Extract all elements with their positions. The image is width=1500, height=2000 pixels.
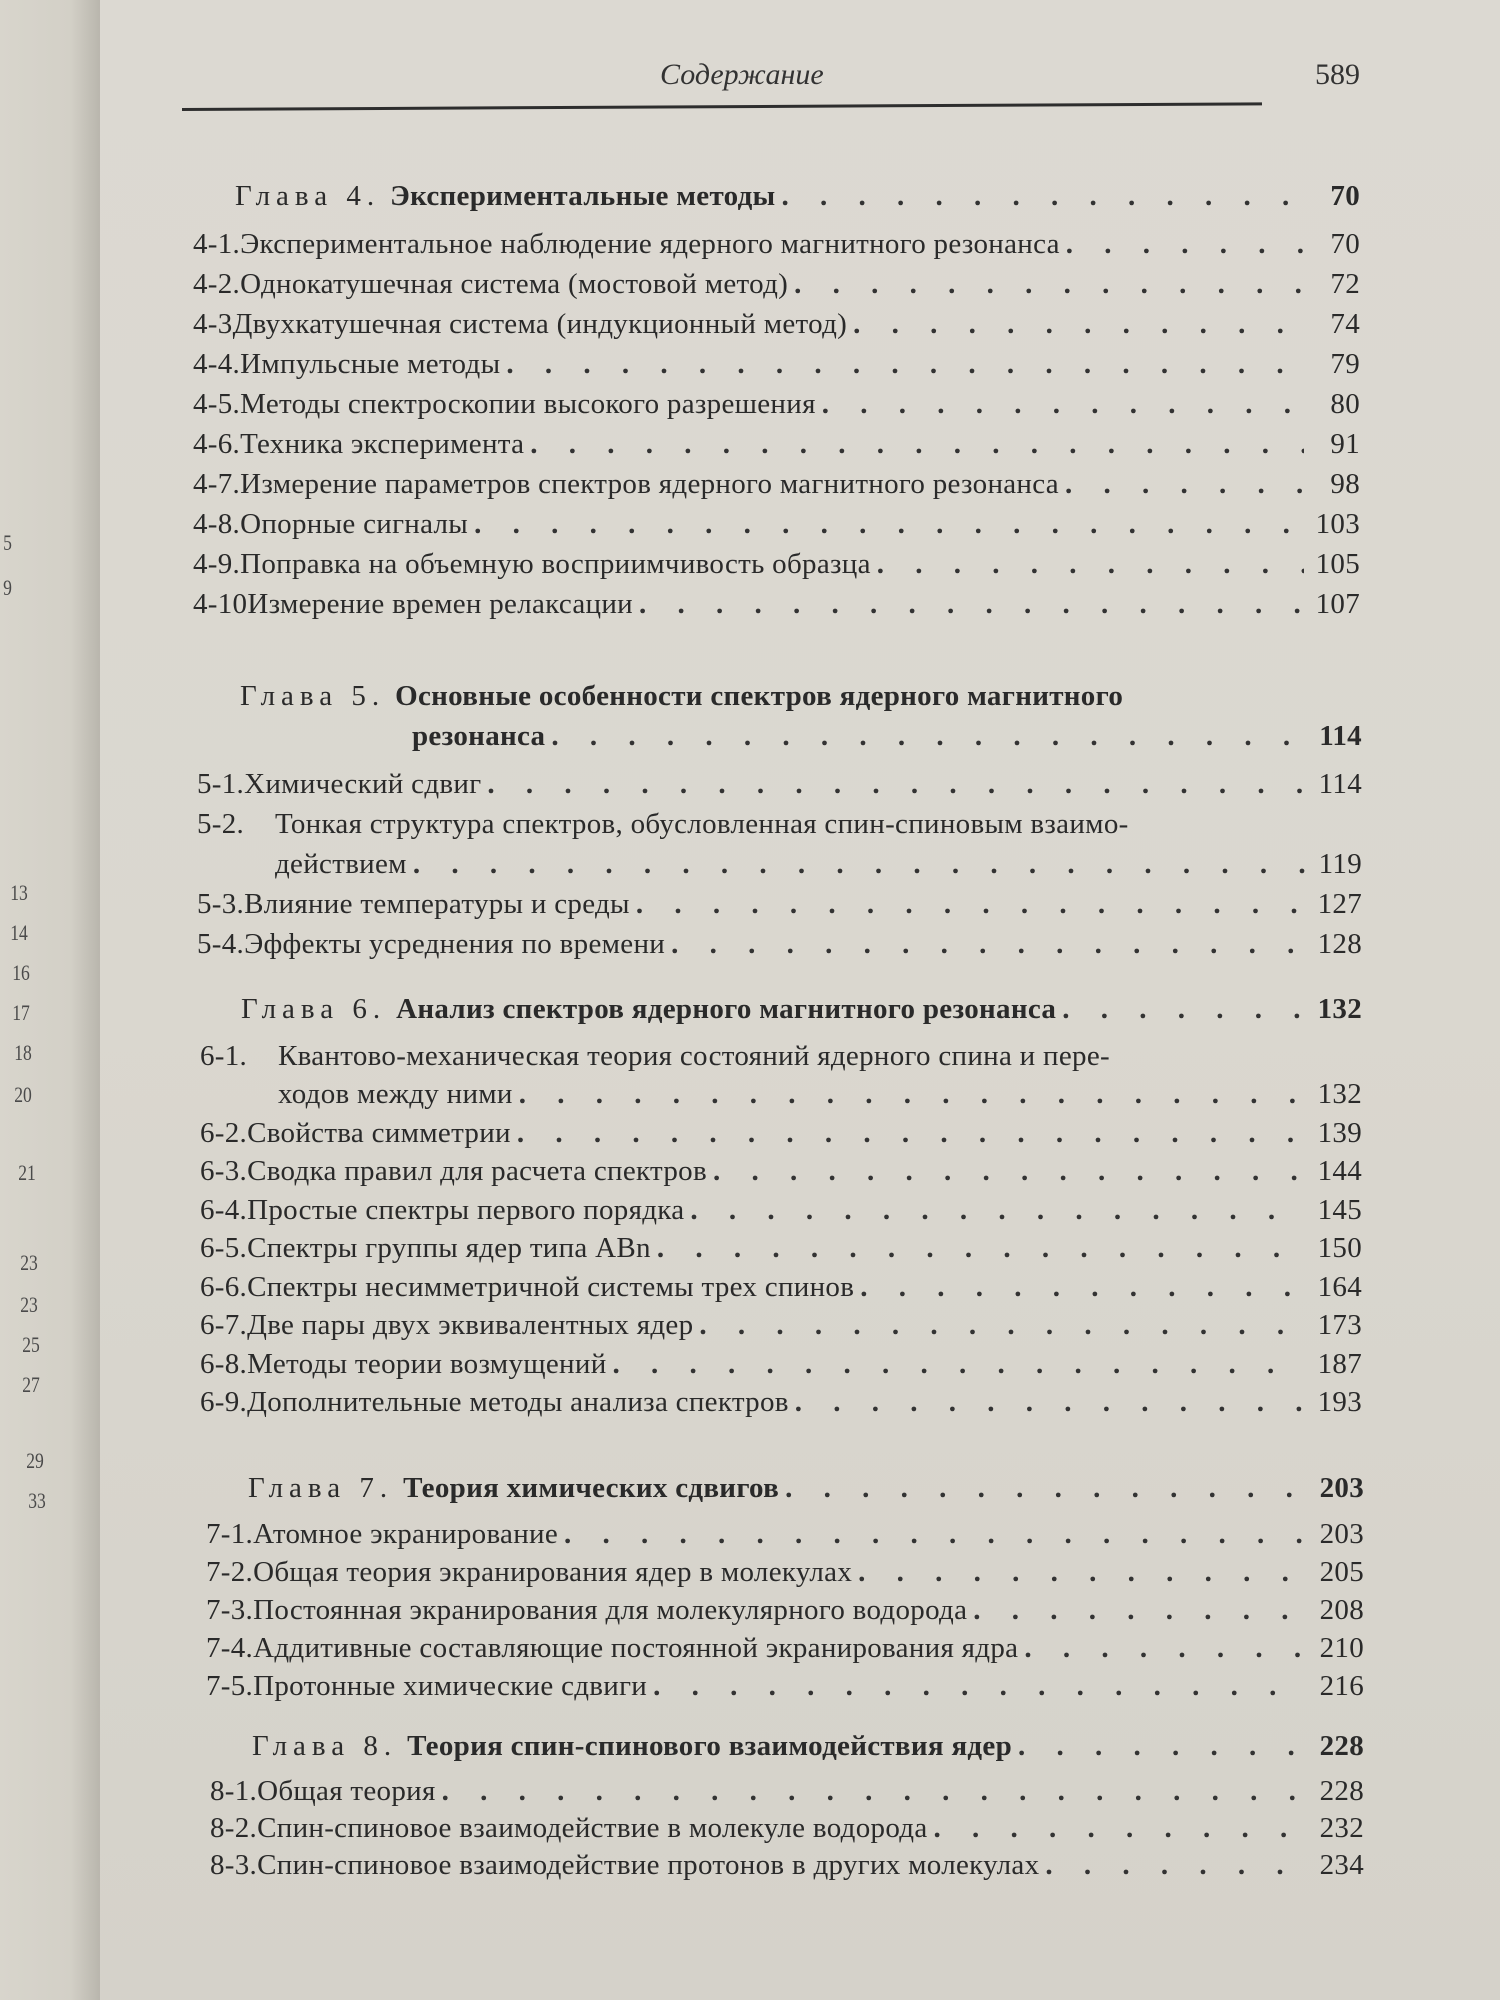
section-page: 127	[1317, 888, 1362, 920]
section-title: Свойства симметрии	[247, 1116, 511, 1149]
facing-page-number: 23	[20, 1250, 38, 1275]
dot-leader	[517, 1117, 1306, 1150]
chapter-label: Глава 4.	[235, 180, 381, 212]
section-page: 210	[1319, 1632, 1364, 1664]
dot-leader	[934, 1812, 1308, 1845]
section-title: Техника эксперимента	[240, 428, 525, 460]
section-page: 107	[1315, 588, 1360, 620]
section-page: 228	[1319, 1775, 1364, 1807]
section-number: 4-3	[193, 308, 233, 340]
section-title: Протонные химические сдвиги	[253, 1670, 648, 1702]
dot-leader	[671, 928, 1306, 961]
dot-leader	[877, 548, 1304, 581]
toc-entry	[210, 1812, 1364, 1845]
section-number: 5-4.	[197, 928, 245, 960]
dot-leader	[487, 768, 1306, 801]
facing-page-number: 9	[3, 575, 12, 600]
section-page: 128	[1317, 928, 1362, 960]
section-title: Постоянная экранирования для молекулярного водорода	[253, 1594, 968, 1626]
dot-leader	[858, 1556, 1308, 1589]
dot-leader	[653, 1670, 1308, 1703]
dot-leader	[519, 1078, 1306, 1111]
section-title: Простые спектры первого порядка	[247, 1193, 685, 1226]
toc-entry	[197, 768, 1362, 801]
toc-entry	[210, 1849, 1364, 1882]
section-title: Общая теория экранирования ядер в молекулах	[253, 1556, 853, 1588]
section-title: Спин-спиновое взаимодействие в молекуле водорода	[257, 1812, 928, 1844]
section-page: 216	[1319, 1670, 1364, 1702]
toc-entry	[200, 1271, 1362, 1304]
toc-entry	[193, 428, 1360, 461]
section-title: Экспериментальное наблюдение ядерного магнитного резонанса	[240, 228, 1060, 260]
section-page: 145	[1317, 1193, 1362, 1226]
chapter-title: Анализ спектров ядерного магнитного резонанса	[396, 993, 1057, 1025]
toc-entry	[200, 1309, 1362, 1342]
toc-entry	[210, 1775, 1364, 1808]
section-title: Методы спектроскопии высокого разрешения	[240, 388, 816, 420]
section-number: 8-3.	[210, 1849, 258, 1881]
section-page: 74	[1330, 308, 1360, 340]
toc-entry	[206, 1556, 1364, 1589]
chapter-heading	[252, 1730, 1364, 1763]
facing-page-number: 21	[18, 1160, 36, 1185]
dot-leader	[860, 1271, 1306, 1304]
section-number: 7-1.	[206, 1518, 254, 1550]
section-page: 187	[1317, 1347, 1362, 1380]
section-number: 4-10	[193, 588, 248, 620]
chapter-label: Глава 7.	[248, 1472, 394, 1504]
toc-entry	[200, 1348, 1362, 1381]
section-page: 205	[1319, 1556, 1364, 1588]
section-title: Тонкая структура спектров, обусловленная спин-спиновым взаимо-	[275, 808, 1129, 840]
toc-entry	[200, 1155, 1362, 1188]
dot-leader	[822, 388, 1304, 421]
section-number: 7-5.	[206, 1670, 254, 1702]
section-number: 7-3.	[206, 1594, 254, 1626]
section-page: 103	[1315, 508, 1360, 540]
section-page: 193	[1317, 1386, 1362, 1418]
page-number: 589	[1315, 58, 1360, 91]
section-title: Импульсные методы	[240, 348, 501, 380]
dot-leader	[639, 588, 1304, 621]
section-title: Однокатушечная система (мостовой метод)	[240, 268, 789, 300]
chapter-page: 228	[1319, 1730, 1364, 1762]
dot-leader	[794, 268, 1304, 301]
facing-page-number: 20	[14, 1082, 32, 1107]
section-title: Квантово-механическая теория состояний ядерного спина и пере-	[278, 1039, 1110, 1072]
section-page: 173	[1317, 1309, 1362, 1341]
section-number: 4-8.	[193, 508, 241, 540]
chapter-title: Теория химических сдвигов	[403, 1472, 780, 1504]
toc-entry	[200, 1117, 1362, 1150]
section-page: 234	[1319, 1849, 1364, 1881]
section-number: 6-3.	[200, 1155, 248, 1187]
section-page: 70	[1330, 228, 1360, 260]
section-number: 6-2.	[200, 1116, 248, 1149]
toc-entry	[193, 308, 1360, 341]
section-title: Атомное экранирование	[253, 1518, 559, 1550]
header-rule	[182, 102, 1262, 111]
section-title-cont: действием	[275, 848, 407, 880]
section-number: 6-4.	[200, 1193, 248, 1226]
toc-entry	[193, 388, 1360, 421]
facing-page-number: 16	[12, 960, 30, 985]
section-number: 4-4.	[193, 348, 241, 380]
running-title: Содержание	[660, 58, 824, 91]
dot-leader	[699, 1309, 1306, 1342]
section-page: 150	[1317, 1232, 1362, 1264]
chapter-title: Основные особенности спектров ядерного магнитного	[395, 680, 1124, 712]
toc-entry	[193, 228, 1360, 261]
section-title: Аддитивные составляющие постоянной экранирования ядра	[253, 1632, 1019, 1664]
section-title: Измерение параметров спектров ядерного магнитного резонанса	[240, 468, 1059, 500]
dot-leader	[657, 1232, 1306, 1265]
dot-leader	[713, 1155, 1306, 1188]
section-title: Двухкатушечная система (индукционный метод)	[232, 308, 848, 340]
chapter-title: Экспериментальные методы	[390, 180, 776, 212]
chapter-heading-cont	[412, 720, 1362, 753]
chapter-label: Глава 5.	[240, 680, 386, 712]
dot-leader	[413, 848, 1306, 881]
section-page: 105	[1315, 548, 1360, 580]
section-title: Спин-спиновое взаимодействие протонов в других молекулах	[257, 1849, 1040, 1881]
section-title: Методы теории возмущений	[247, 1347, 607, 1380]
dot-leader	[1024, 1632, 1308, 1665]
chapter-heading	[235, 180, 1360, 213]
dot-leader	[1018, 1730, 1308, 1763]
facing-page-number: 18	[14, 1040, 32, 1065]
toc-entry	[193, 268, 1360, 301]
toc-entry	[200, 1194, 1362, 1227]
chapter-heading	[241, 993, 1362, 1026]
section-number: 4-1.	[193, 228, 241, 260]
section-page: 72	[1330, 268, 1360, 300]
facing-page-number: 13	[10, 880, 28, 905]
dot-leader	[474, 508, 1304, 541]
section-number: 8-2.	[210, 1812, 258, 1844]
facing-page-number: 33	[28, 1488, 46, 1513]
section-number: 4-6.	[193, 428, 241, 460]
section-title: Дополнительные методы анализа спектров	[247, 1386, 789, 1418]
section-title: Эффекты усреднения по времени	[244, 928, 666, 960]
section-number: 6-9.	[200, 1386, 248, 1418]
section-page: 232	[1319, 1812, 1364, 1844]
section-page: 80	[1330, 388, 1360, 420]
toc-entry	[200, 1232, 1362, 1265]
section-number: 6-1.	[200, 1039, 248, 1072]
facing-page-number: 23	[20, 1292, 38, 1317]
toc-entry	[197, 888, 1362, 921]
dot-leader	[1045, 1849, 1308, 1882]
section-title: Две пары двух эквивалентных ядер	[247, 1309, 694, 1341]
section-title: Спектры группы ядер типа ABn	[247, 1232, 651, 1264]
facing-page-number: 25	[22, 1332, 40, 1357]
section-number: 5-1.	[197, 768, 245, 800]
dot-leader	[506, 348, 1304, 381]
facing-page-number: 17	[12, 1000, 30, 1025]
section-page: 139	[1317, 1116, 1362, 1149]
toc-entry	[206, 1594, 1364, 1627]
facing-page	[0, 0, 100, 2000]
section-number: 5-2.	[197, 808, 245, 840]
section-number: 6-7.	[200, 1309, 248, 1341]
dot-leader	[530, 428, 1304, 461]
section-number: 4-9.	[193, 548, 241, 580]
dot-leader	[853, 308, 1304, 341]
toc-entry	[200, 1040, 1362, 1073]
toc-entry	[206, 1632, 1364, 1665]
dot-leader	[1066, 228, 1304, 261]
dot-leader	[442, 1775, 1308, 1808]
section-title: Общая теория	[257, 1775, 436, 1807]
section-number: 4-7.	[193, 468, 241, 500]
section-page: 114	[1318, 768, 1362, 800]
chapter-label: Глава 6.	[241, 993, 387, 1025]
section-page: 79	[1330, 348, 1360, 380]
section-number: 4-2.	[193, 268, 241, 300]
dot-leader	[782, 180, 1305, 213]
toc-entry	[193, 348, 1360, 381]
section-number: 6-8.	[200, 1347, 248, 1380]
chapter-page: 203	[1319, 1472, 1364, 1504]
section-number: 4-5.	[193, 388, 241, 420]
chapter-heading	[240, 680, 1123, 713]
section-page: 164	[1317, 1270, 1362, 1303]
section-page: 98	[1330, 468, 1360, 500]
toc-entry	[193, 548, 1360, 581]
chapter-page: 132	[1317, 993, 1362, 1025]
section-number: 7-4.	[206, 1632, 254, 1664]
section-page: 119	[1318, 848, 1362, 880]
chapter-heading	[248, 1472, 1364, 1505]
section-number: 7-2.	[206, 1556, 254, 1588]
section-page: 132	[1317, 1078, 1362, 1110]
section-page: 91	[1330, 428, 1360, 460]
section-page: 144	[1317, 1155, 1362, 1187]
section-title: Влияние температуры и среды	[244, 888, 630, 920]
facing-page-number: 14	[10, 920, 28, 945]
toc-entry	[197, 928, 1362, 961]
toc-entry	[200, 1386, 1362, 1419]
section-title: Спектры несимметричной системы трех спинов	[247, 1270, 855, 1303]
chapter-page: 114	[1319, 720, 1362, 752]
dot-leader	[551, 720, 1306, 753]
section-page: 203	[1319, 1518, 1364, 1550]
chapter-title-cont: резонанса	[412, 720, 546, 752]
dot-leader	[1062, 993, 1306, 1026]
toc-entry	[193, 468, 1360, 501]
section-title: Химический сдвиг	[244, 768, 482, 800]
dot-leader	[636, 888, 1306, 921]
toc-entry	[206, 1670, 1364, 1703]
section-title: Измерение времен релаксации	[247, 588, 633, 620]
chapter-page: 70	[1330, 180, 1360, 212]
dot-leader	[973, 1594, 1308, 1627]
dot-leader	[564, 1518, 1308, 1551]
toc-entry	[197, 808, 1362, 841]
facing-page-number: 5	[3, 530, 12, 555]
dot-leader	[795, 1386, 1306, 1419]
dot-leader	[785, 1472, 1308, 1505]
section-page: 208	[1319, 1594, 1364, 1626]
chapter-label: Глава 8.	[252, 1730, 398, 1762]
section-title: Поправка на объемную восприимчивость образца	[240, 548, 871, 580]
section-title: Опорные сигналы	[240, 508, 469, 540]
section-number: 8-1.	[210, 1775, 258, 1807]
chapter-title: Теория спин-спинового взаимодействия ядер	[407, 1730, 1012, 1762]
toc-entry	[193, 588, 1360, 621]
section-number: 6-5.	[200, 1232, 248, 1264]
toc-entry-cont	[278, 1078, 1362, 1111]
toc-entry	[206, 1518, 1364, 1551]
dot-leader	[613, 1348, 1306, 1381]
toc-page	[100, 0, 1500, 2000]
toc-entry-cont	[275, 848, 1362, 881]
facing-page-number: 27	[22, 1372, 40, 1397]
dot-leader	[690, 1194, 1306, 1227]
section-number: 5-3.	[197, 888, 245, 920]
section-title-cont: ходов между ними	[278, 1078, 513, 1110]
toc-entry	[193, 508, 1360, 541]
dot-leader	[1065, 468, 1304, 501]
section-title: Сводка правил для расчета спектров	[247, 1155, 707, 1187]
section-number: 6-6.	[200, 1270, 248, 1303]
facing-page-number: 29	[26, 1448, 44, 1473]
